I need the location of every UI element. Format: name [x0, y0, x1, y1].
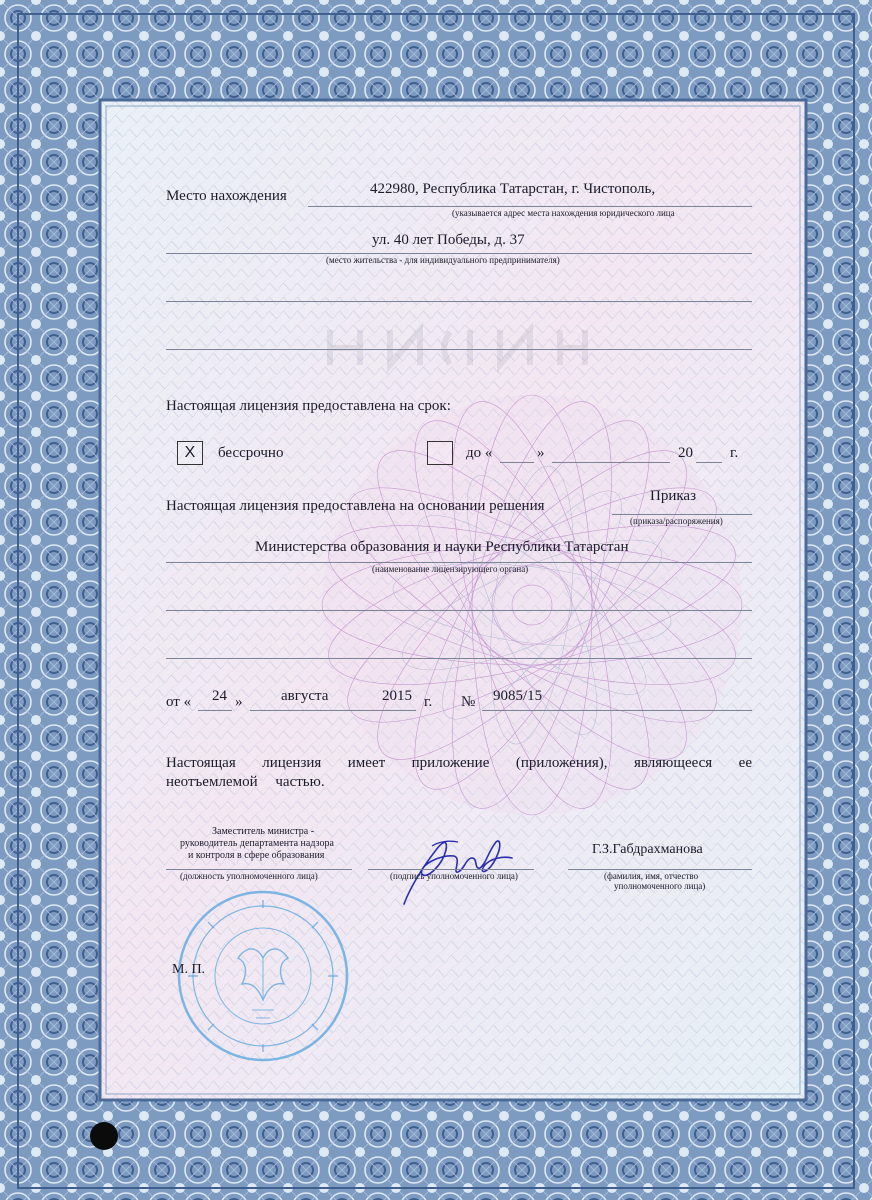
address-line-1: 422980, Республика Татарстан, г. Чистополь, [370, 181, 656, 197]
signatory-name: Г.З.Габдрахманова [592, 842, 703, 857]
caption-position: (должность уполномоченного лица) [180, 871, 318, 881]
decision-month: августа [281, 688, 329, 704]
signature [392, 828, 522, 908]
basis-label: Настоящая лицензия предоставлена на основании решения [166, 498, 545, 514]
until-checkbox [427, 441, 453, 465]
basis-doc-type: Приказ [650, 488, 697, 504]
basis-authority-rule [166, 562, 752, 563]
until-month-rule [552, 462, 670, 463]
decision-date-quote-close: » [235, 694, 243, 710]
checkbox-mark: X [184, 444, 196, 461]
signature-rule [368, 869, 534, 870]
blank-rule-1 [166, 301, 752, 302]
address-line-1-rule [308, 206, 752, 207]
seal-label: М. П. [172, 962, 206, 977]
position-rule [166, 869, 352, 870]
decision-day: 24 [212, 688, 227, 704]
caption-name-line-1: (фамилия, имя, отчество [604, 871, 699, 881]
caption-signature: (подпись уполномоченного лица) [390, 871, 518, 881]
caption-doc-type: (приказа/распоряжения) [630, 516, 723, 526]
until-quote-close: » [537, 445, 545, 461]
decision-year: 2015 [382, 688, 412, 704]
until-year-suffix: г. [730, 445, 739, 461]
perpetual-checkbox [177, 441, 203, 465]
decision-year-suffix: г. [424, 694, 433, 710]
decision-day-rule [198, 710, 232, 711]
until-year-rule [696, 462, 722, 463]
caption-name-line-2: уполномоченного лица) [614, 881, 706, 891]
name-rule [568, 869, 752, 870]
until-label: до « [466, 445, 493, 461]
until-day-rule [500, 462, 534, 463]
basis-authority: Министерства образования и науки Республики Татарстан [255, 539, 629, 555]
until-year-prefix: 20 [678, 445, 693, 461]
decision-number-sign: № [461, 694, 476, 710]
position-line-2: руководитель департамента надзора [180, 838, 334, 849]
blank-rule-4 [166, 658, 752, 659]
decision-number-rule [482, 710, 752, 711]
position-line-3: и контроля в сфере образования [188, 850, 325, 861]
term-label: Настоящая лицензия предоставлена на срок: [166, 398, 451, 414]
address-line-2: ул. 40 лет Победы, д. 37 [372, 232, 525, 248]
caption-authority: (наименование лицензирующего органа) [372, 564, 529, 574]
decision-date-prefix: от « [166, 694, 192, 710]
blank-rule-3 [166, 610, 752, 611]
location-label: Место нахождения [166, 188, 287, 204]
basis-doc-type-rule [612, 514, 752, 515]
caption-individual-address: (место жительства - для индивидуального предпринимателя) [326, 255, 560, 265]
appendix-line-2: неотъемлемой частью. [166, 774, 325, 790]
decision-month-rule [250, 710, 416, 711]
blank-rule-2 [166, 349, 752, 350]
address-line-2-rule [166, 253, 752, 254]
position-line-1: Заместитель министра - [212, 826, 315, 837]
appendix-line-1: Настоящая лицензия имеет приложение (приложения), являющееся ее [166, 755, 752, 771]
punch-hole [90, 1122, 118, 1150]
caption-legal-address: (указывается адрес места нахождения юридического лица [452, 208, 675, 218]
perpetual-label: бессрочно [218, 445, 284, 461]
decision-number: 9085/15 [493, 688, 543, 704]
